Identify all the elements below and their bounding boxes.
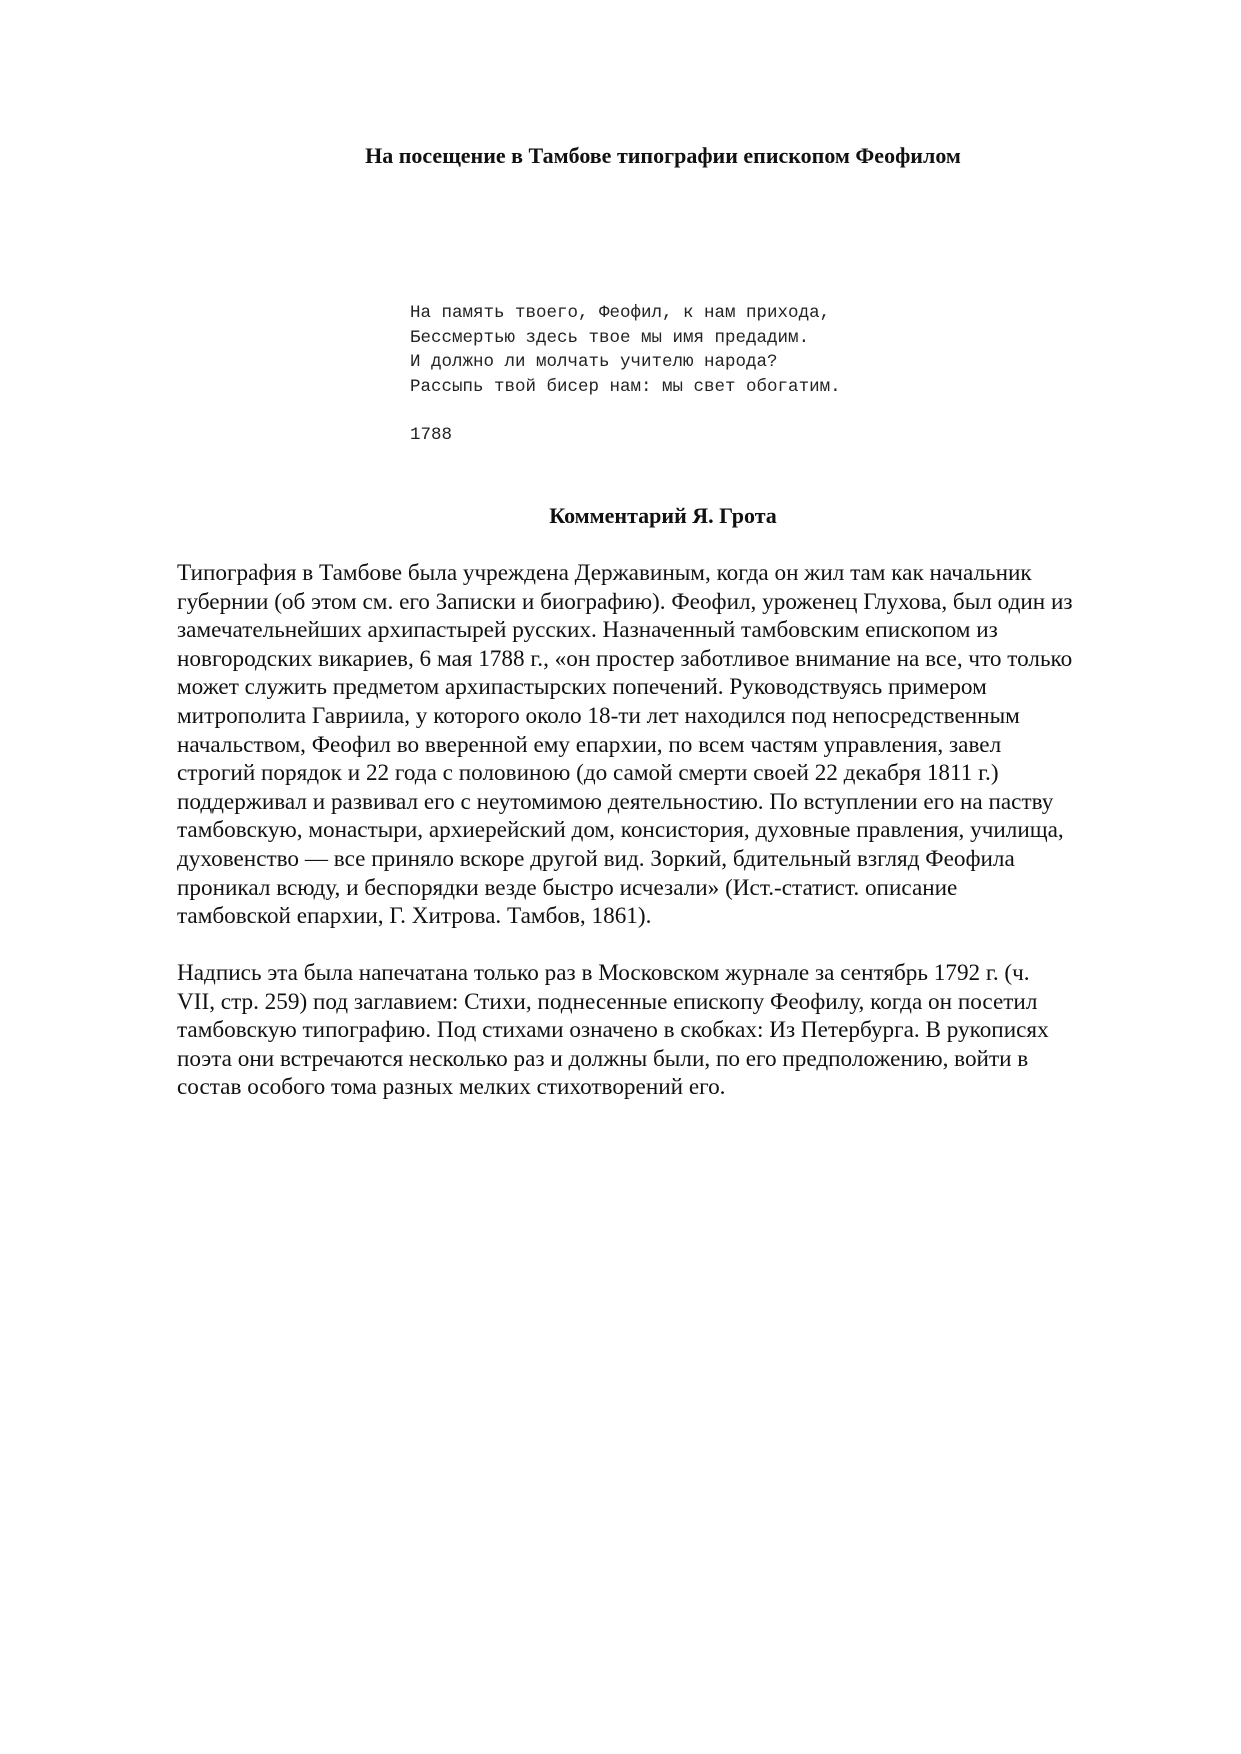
poem-line: И должно ли молчать учителю народа? bbox=[410, 352, 778, 372]
paragraph-line: VII, стр. 259) под заглавием: Стихи, поднесенные епископу Феофилу, когда он посетил bbox=[177, 988, 1038, 1015]
paragraph-line: тамбовской епархии, Г. Хитрова. Тамбов, 1861). bbox=[177, 903, 652, 930]
paragraph-line: поэта они встречаются несколько раз и должны были, по его предположению, войти в bbox=[177, 1045, 1029, 1072]
poem-line: Бессмертью здесь твое мы имя предадим. bbox=[410, 327, 810, 348]
paragraph-line: состав особого тома разных мелких стихотворений его. bbox=[177, 1074, 726, 1101]
document-title: На посещение в Тамбове типографии епископом Феофилом bbox=[365, 143, 961, 168]
paragraph-line: духовенство — все приняло вскоре другой вид. Зоркий, бдительный взгляд Феофила bbox=[177, 845, 1015, 872]
paragraph-line: проникал всюду, и беспорядки везде быстро исчезали» (Ист.-статист. описание bbox=[177, 874, 958, 901]
paragraph-line: замечательнейших архипастырей русских. Назначенный тамбовским епископом из bbox=[177, 617, 998, 644]
commentary-paragraph-1 bbox=[177, 559, 1167, 931]
poem-line: Рассыпь твой бисер нам: мы свет обогатим. bbox=[410, 376, 841, 397]
paragraph-line: губернии (об этом см. его Записки и биографию). Феофил, уроженец Глухова, был один из bbox=[177, 588, 1073, 615]
paragraph-line: митрополита Гавриила, у которого около 18-ти лет находился под непосредственным bbox=[177, 702, 1020, 729]
paragraph-line: поддерживал и развивал его с неутомимою деятельностию. По вступлении его на паству bbox=[177, 788, 1054, 815]
poem-line: На память твоего, Феофил, к нам прихода, bbox=[410, 303, 831, 323]
paragraph-line: новгородских викариев, 6 мая 1788 г., «он простер заботливое внимание на все, что только bbox=[177, 645, 1073, 672]
poem-block bbox=[410, 301, 841, 448]
poem-year: 1788 bbox=[410, 425, 453, 445]
paragraph-line: строгий порядок и 22 года с половиною (до самой смерти своей 22 декабря 1811 г.) bbox=[177, 760, 999, 787]
paragraph-line: может служить предметом архипастырских попечений. Руководствуясь примером bbox=[177, 674, 987, 701]
paragraph-line: начальством, Феофил во вверенной ему епархии, по всем частям управления, завел bbox=[177, 731, 1002, 758]
paragraph-line: Надпись эта была напечатана только раз в Московском журнале за сентябрь 1792 г. (ч. bbox=[177, 960, 1030, 986]
paragraph-line: тамбовскую, монастыри, архиерейский дом, консистория, духовные правления, училища, bbox=[177, 817, 1064, 844]
commentary-paragraph-2 bbox=[177, 959, 1167, 1102]
comment-heading: Комментарий Я. Грота bbox=[549, 503, 777, 528]
paragraph-line: Типография в Тамбове была учреждена Державиным, когда он жил там как начальник bbox=[177, 560, 1032, 586]
paragraph-line: тамбовскую типографию. Под стихами означено в скобках: Из Петербурга. В рукописях bbox=[177, 1017, 1049, 1044]
